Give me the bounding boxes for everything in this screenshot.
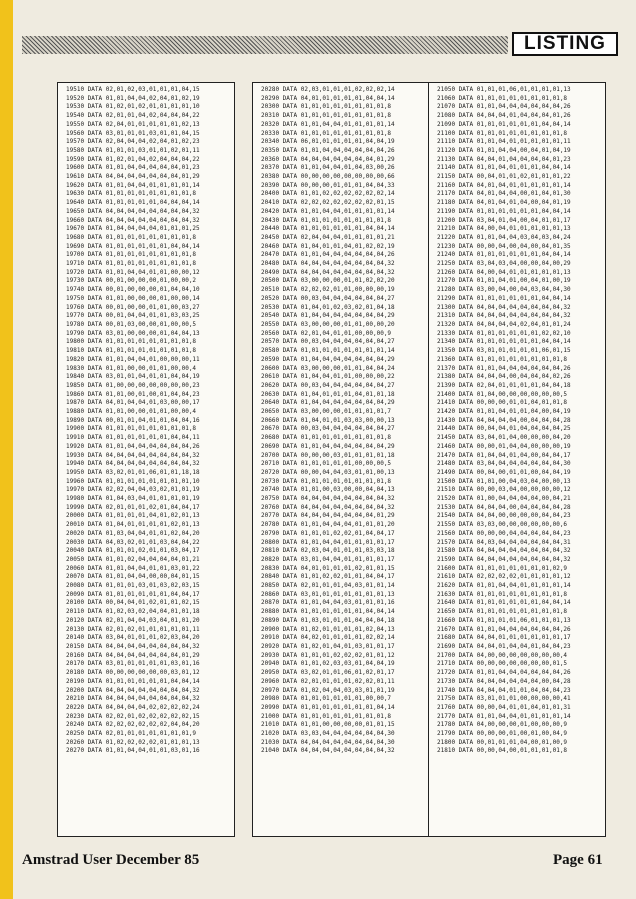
listing-line: 20860 DATA 03,01,01,01,01,01,01,01,13 (261, 590, 395, 598)
listing-line: 20340 DATA 06,01,01,01,01,01,04,04,19 (261, 138, 395, 146)
listing-line: 21190 DATA 01,01,01,01,01,01,04,04,14 (437, 207, 571, 215)
listing-line: 20190 DATA 01,01,01,01,01,01,04,04,14 (66, 677, 200, 685)
listing-line: 21760 DATA 00,00,04,01,01,04,01,01,31 (437, 703, 571, 711)
listing-line: 19570 DATA 02,04,04,04,02,04,01,02,23 (66, 138, 200, 146)
listing-line: 19820 DATA 01,01,04,04,01,00,00,00,11 (66, 355, 200, 363)
listing-column-3 (428, 82, 606, 837)
listing-line: 20850 DATA 02,01,01,01,04,03,01,01,14 (261, 582, 395, 590)
listing-line: 20780 DATA 01,01,04,04,04,01,01,01,20 (261, 521, 395, 529)
listing-line: 19720 DATA 01,01,04,04,01,01,00,00,12 (66, 268, 200, 276)
listing-line: 21640 DATA 01,01,01,01,01,01,04,04,14 (437, 599, 571, 607)
listing-line: 20730 DATA 01,01,01,01,01,01,01,01,8 (261, 477, 392, 485)
binder-edge (0, 0, 13, 899)
listing-line: 21570 DATA 04,03,04,04,04,04,04,04,31 (437, 538, 571, 546)
listing-line: 20160 DATA 04,04,04,04,04,04,04,01,29 (66, 651, 200, 659)
listing-line: 20480 DATA 04,04,04,04,04,04,04,04,32 (261, 260, 395, 268)
listing-line: 21180 DATA 04,01,04,01,04,00,04,01,19 (437, 199, 571, 207)
listing-line: 21330 DATA 01,01,01,01,01,01,02,02,10 (437, 329, 571, 337)
listing-line: 21620 DATA 01,01,04,04,01,01,01,01,14 (437, 582, 571, 590)
listing-line: 19620 DATA 01,01,04,04,01,01,01,01,14 (66, 181, 200, 189)
listing-line: 20710 DATA 01,01,01,01,01,00,00,00,5 (261, 460, 392, 468)
listing-line: 20350 DATA 01,01,04,04,04,04,04,04,26 (261, 146, 395, 154)
listing-line: 20050 DATA 01,01,02,04,04,04,04,01,21 (66, 555, 200, 563)
listing-line: 19560 DATA 03,01,01,01,03,01,01,04,15 (66, 129, 200, 137)
listing-line: 20700 DATA 00,00,00,03,01,01,01,01,18 (261, 451, 395, 459)
listing-line: 19780 DATA 00,01,03,00,00,01,00,00,5 (66, 320, 197, 328)
listing-line: 19910 DATA 01,01,01,01,01,01,04,04,11 (66, 434, 200, 442)
listing-line: 21010 DATA 01,01,00,00,00,00,01,01,15 (261, 721, 395, 729)
listing-line: 19710 DATA 01,01,01,01,01,01,01,01,8 (66, 260, 197, 268)
listing-line: 20330 DATA 01,01,01,01,01,01,01,01,8 (261, 129, 392, 137)
listing-line: 19850 DATA 01,00,00,00,00,00,00,00,23 (66, 381, 200, 389)
listing-line: 21560 DATA 00,00,00,04,04,04,04,04,23 (437, 529, 571, 537)
listing-lines-2 (261, 86, 429, 756)
listing-line: 20240 DATA 02,02,02,02,02,02,04,04,20 (66, 721, 200, 729)
listing-line: 20810 DATA 02,03,04,01,01,01,03,03,18 (261, 547, 395, 555)
listing-line: 21540 DATA 04,04,00,00,00,00,04,04,23 (437, 512, 571, 520)
listing-line: 19690 DATA 01,01,01,01,01,01,04,04,14 (66, 242, 200, 250)
listing-line: 20720 DATA 00,00,04,04,03,01,01,00,13 (261, 468, 395, 476)
listing-line: 21610 DATA 02,02,02,02,01,01,01,01,12 (437, 573, 571, 581)
listing-line: 20130 DATA 02,01,02,01,01,01,01,01,11 (66, 625, 200, 633)
header-hatch-bar (22, 36, 508, 54)
listing-line: 21210 DATA 04,00,04,01,01,01,01,01,13 (437, 225, 571, 233)
listing-line: 19880 DATA 01,01,00,00,01,01,00,00,4 (66, 408, 197, 416)
listing-line: 19640 DATA 01,01,01,01,01,04,04,04,14 (66, 199, 200, 207)
listing-line: 21080 DATA 04,04,04,01,04,04,04,01,26 (437, 112, 571, 120)
listing-line: 20580 DATA 01,01,01,01,01,01,01,01,14 (261, 347, 395, 355)
listing-line: 20790 DATA 01,01,01,02,02,01,04,04,17 (261, 529, 395, 537)
listing-line: 19940 DATA 04,04,04,04,04,04,04,04,32 (66, 460, 200, 468)
listing-line: 20930 DATA 01,01,01,02,02,02,01,01,12 (261, 651, 395, 659)
listing-line: 20500 DATA 03,00,00,00,01,01,02,02,20 (261, 277, 395, 285)
listing-line: 20470 DATA 01,01,04,04,04,04,04,04,26 (261, 251, 395, 259)
listing-line: 21780 DATA 04,00,00,00,01,00,00,00,9 (437, 721, 568, 729)
listing-line: 21460 DATA 00,00,01,04,04,00,00,00,19 (437, 442, 571, 450)
listing-line: 20800 DATA 01,01,04,04,01,01,01,01,17 (261, 538, 395, 546)
listing-line: 20820 DATA 03,01,04,04,01,01,01,01,17 (261, 555, 395, 563)
listing-line: 20650 DATA 03,00,00,00,01,01,01,01,7 (261, 408, 392, 416)
listing-line: 20120 DATA 02,01,04,04,03,04,01,01,20 (66, 616, 200, 624)
listing-line: 21600 DATA 01,01,01,01,01,01,01,02,9 (437, 564, 568, 572)
listing-line: 21200 DATA 03,04,01,04,00,04,01,01,17 (437, 216, 571, 224)
listing-line: 20570 DATA 00,03,04,04,04,04,04,04,27 (261, 338, 395, 346)
listing-line: 20020 DATA 01,03,04,04,01,01,02,04,20 (66, 529, 200, 537)
listing-line: 20740 DATA 01,01,00,03,00,00,04,04,13 (261, 486, 395, 494)
listing-line: 19750 DATA 01,01,00,00,00,01,00,00,14 (66, 294, 200, 302)
listing-line: 20770 DATA 04,04,04,04,04,04,04,01,29 (261, 512, 395, 520)
listing-line: 21700 DATA 04,00,00,00,00,00,00,00,4 (437, 651, 568, 659)
listing-line: 21360 DATA 01,01,01,01,01,01,01,01,8 (437, 355, 568, 363)
listing-line: 20890 DATA 01,03,01,01,01,04,04,04,18 (261, 616, 395, 624)
listing-line: 20940 DATA 01,01,02,03,03,01,04,04,19 (261, 660, 395, 668)
listing-line: 21790 DATA 00,00,00,01,00,01,00,04,9 (437, 730, 568, 738)
listing-line: 20170 DATA 03,01,01,01,01,01,03,01,16 (66, 660, 200, 668)
listing-line: 21690 DATA 04,04,01,04,04,01,04,04,23 (437, 643, 571, 650)
listing-line: 19650 DATA 04,04,04,04,04,04,04,04,32 (66, 207, 200, 215)
listing-line: 21420 DATA 01,01,04,01,01,04,00,04,19 (437, 408, 571, 416)
listing-line: 19870 DATA 04,01,04,04,01,03,00,00,17 (66, 399, 200, 407)
listing-line: 21440 DATA 00,04,04,01,04,04,04,04,25 (437, 425, 571, 433)
listing-line: 21590 DATA 04,04,04,04,04,04,04,04,32 (437, 555, 571, 563)
listing-line: 20900 DATA 01,02,01,01,01,01,02,04,13 (261, 625, 395, 633)
listing-line: 20680 DATA 01,01,01,01,01,01,01,01,8 (261, 434, 392, 442)
listing-lines-1 (66, 86, 234, 756)
listing-line: 20210 DATA 04,04,04,04,04,04,04,04,32 (66, 695, 200, 703)
listing-line: 21470 DATA 01,04,04,01,04,00,04,04,17 (437, 451, 571, 459)
listing-line: 21070 DATA 01,01,04,04,04,04,04,04,26 (437, 103, 571, 111)
listing-line: 19700 DATA 01,01,01,01,01,01,01,01,8 (66, 251, 197, 259)
listing-line: 20220 DATA 04,04,04,04,02,02,02,02,24 (66, 703, 200, 711)
listing-line: 21720 DATA 01,01,04,04,04,04,04,04,26 (437, 669, 571, 677)
listing-line: 21110 DATA 01,01,04,01,01,01,01,01,11 (437, 138, 571, 146)
listing-line: 21410 DATA 00,00,00,01,01,04,01,01,8 (437, 399, 568, 407)
listing-line: 20140 DATA 03,04,01,01,01,02,03,04,20 (66, 634, 200, 642)
listing-line: 21100 DATA 01,01,01,01,01,01,01,01,8 (437, 129, 568, 137)
listing-line: 21740 DATA 04,04,04,01,01,04,04,04,23 (437, 686, 571, 694)
listing-line: 20300 DATA 01,01,01,01,01,01,01,01,8 (261, 103, 392, 111)
listing-line: 19930 DATA 04,04,04,04,04,04,04,04,32 (66, 451, 200, 459)
listing-line: 20110 DATA 01,02,03,02,04,04,01,01,18 (66, 608, 200, 616)
listing-line: 20410 DATA 02,02,02,02,02,02,02,01,15 (261, 199, 395, 207)
listing-line: 21130 DATA 04,04,01,04,04,04,04,01,23 (437, 155, 571, 163)
listing-line: 20600 DATA 03,00,00,00,01,01,04,04,24 (261, 364, 395, 372)
listing-line: 21160 DATA 04,01,04,01,01,01,01,01,14 (437, 181, 571, 189)
listing-line: 21450 DATA 03,04,01,04,00,00,00,04,20 (437, 434, 571, 442)
listing-line: 19520 DATA 01,01,04,04,02,04,01,02,19 (66, 94, 200, 102)
listing-line: 20310 DATA 01,01,01,01,01,01,01,01,8 (261, 112, 392, 120)
listing-line: 20270 DATA 01,01,04,04,01,01,03,01,16 (66, 747, 200, 755)
listing-line: 19970 DATA 02,02,04,04,03,02,01,01,19 (66, 486, 200, 494)
listing-line: 21650 DATA 01,01,01,01,01,01,01,01,8 (437, 608, 568, 616)
listing-line: 20040 DATA 01,01,01,02,01,01,03,04,17 (66, 547, 200, 555)
listing-line: 21430 DATA 04,04,04,04,00,04,04,04,28 (437, 416, 571, 424)
listing-line: 21140 DATA 01,01,04,01,01,01,04,04,14 (437, 164, 571, 172)
listing-line: 20980 DATA 01,01,01,01,01,01,00,00,7 (261, 695, 392, 703)
listing-line: 20180 DATA 00,00,00,00,00,00,03,01,12 (66, 669, 200, 677)
listing-line: 21580 DATA 04,04,04,04,04,04,04,04,32 (437, 547, 571, 555)
listing-line: 20430 DATA 01,01,01,01,01,01,01,01,8 (261, 216, 392, 224)
listing-line: 19840 DATA 03,01,01,04,01,01,04,04,19 (66, 373, 200, 381)
listing-line: 20950 DATA 03,02,01,01,06,01,02,01,17 (261, 669, 395, 677)
footer-page-number: Page 61 (553, 852, 603, 868)
listing-line: 20630 DATA 01,04,01,01,01,04,01,01,18 (261, 390, 395, 398)
listing-line: 21750 DATA 03,01,01,01,00,00,00,00,41 (437, 695, 571, 703)
listing-line: 20200 DATA 04,04,04,04,04,04,04,04,32 (66, 686, 200, 694)
listing-column-2 (252, 82, 430, 837)
footer-publication: Amstrad User December 85 (22, 852, 200, 868)
listing-line: 21280 DATA 03,00,04,00,04,03,04,04,30 (437, 286, 571, 294)
listing-line: 20830 DATA 04,01,01,01,01,02,01,01,15 (261, 564, 395, 572)
listing-line: 20970 DATA 01,02,04,04,03,03,01,01,19 (261, 686, 395, 694)
listing-line: 19630 DATA 01,01,01,01,01,01,01,01,8 (66, 190, 197, 198)
listing-line: 21170 DATA 04,01,04,04,00,01,04,01,30 (437, 190, 571, 198)
listing-line: 21500 DATA 01,01,00,04,03,04,00,00,13 (437, 477, 571, 485)
listing-line: 20390 DATA 00,00,00,01,01,01,04,04,33 (261, 181, 395, 189)
listing-line: 20590 DATA 01,04,04,04,04,04,04,04,29 (261, 355, 395, 363)
listing-line: 19580 DATA 01,01,01,03,01,01,02,01,11 (66, 146, 200, 154)
listing-line: 21150 DATA 00,04,01,01,02,01,01,01,22 (437, 173, 571, 181)
listing-line: 20490 DATA 04,04,04,04,04,04,04,04,32 (261, 268, 395, 276)
listing-line: 21810 DATA 00,00,04,00,01,01,01,01,8 (437, 747, 568, 755)
listing-line: 21510 DATA 00,00,03,04,00,00,00,00,12 (437, 486, 571, 494)
listing-line: 20550 DATA 03,00,00,00,01,01,00,00,20 (261, 320, 395, 328)
listing-line: 19830 DATA 01,01,00,00,01,01,00,00,4 (66, 364, 197, 372)
listing-line: 21630 DATA 01,01,01,01,01,01,01,01,8 (437, 590, 568, 598)
listing-line: 19890 DATA 00,01,01,04,01,01,04,04,16 (66, 416, 200, 424)
listing-line: 21300 DATA 04,04,04,04,04,04,04,04,32 (437, 303, 571, 311)
listing-line: 19960 DATA 01,01,01,01,01,01,01,01,10 (66, 477, 200, 485)
listing-line: 20840 DATA 01,01,02,02,01,01,04,04,17 (261, 573, 395, 581)
listing-line: 20010 DATA 01,04,01,01,01,01,02,01,13 (66, 521, 200, 529)
listing-line: 20530 DATA 01,04,01,02,03,02,01,04,18 (261, 303, 395, 311)
listing-line: 21290 DATA 01,01,01,01,01,01,04,04,14 (437, 294, 571, 302)
listing-line: 20920 DATA 01,02,01,04,01,03,01,01,17 (261, 643, 395, 650)
listing-line: 21680 DATA 04,04,01,01,01,01,01,01,17 (437, 634, 571, 642)
listing-line: 20560 DATA 02,01,04,01,01,00,00,00,9 (261, 329, 392, 337)
listing-line: 21030 DATA 04,04,04,04,04,04,04,04,30 (261, 738, 395, 746)
listing-line: 19990 DATA 02,01,01,01,02,01,04,04,17 (66, 503, 200, 511)
listing-line: 21480 DATA 03,04,04,04,04,04,04,04,30 (437, 460, 571, 468)
listing-line: 20420 DATA 01,01,04,04,01,01,01,01,14 (261, 207, 395, 215)
listing-line: 19980 DATA 01,04,03,04,01,01,01,01,19 (66, 495, 200, 503)
listing-line: 20250 DATA 02,01,01,01,01,01,01,01,9 (66, 730, 197, 738)
listing-line: 19680 DATA 01,01,01,01,01,01,01,01,8 (66, 233, 197, 241)
listing-line: 20150 DATA 04,04,04,04,04,04,04,04,32 (66, 643, 200, 650)
listing-line: 21310 DATA 04,04,04,04,04,04,04,04,32 (437, 312, 571, 320)
listing-line: 19740 DATA 00,01,00,00,00,01,04,04,10 (66, 286, 200, 294)
listing-line: 21230 DATA 00,00,04,00,04,00,04,01,35 (437, 242, 571, 250)
listing-line: 20100 DATA 00,04,04,01,02,01,01,02,15 (66, 599, 200, 607)
listing-line: 19730 DATA 00,01,00,00,00,01,00,00,2 (66, 277, 197, 285)
listing-line: 19590 DATA 01,02,01,04,02,04,04,04,22 (66, 155, 200, 163)
listing-line: 20290 DATA 04,01,01,01,01,01,04,04,14 (261, 94, 395, 102)
listing-line: 19770 DATA 00,01,04,04,01,01,03,03,25 (66, 312, 200, 320)
listing-line: 20230 DATA 02,02,01,02,02,02,02,02,15 (66, 712, 200, 720)
listing-line: 20400 DATA 01,01,02,02,02,02,02,02,14 (261, 190, 395, 198)
listing-line: 19550 DATA 02,04,01,01,01,01,01,02,13 (66, 120, 200, 128)
listing-lines-3 (437, 86, 605, 756)
listing-line: 21660 DATA 01,01,01,01,06,01,01,01,13 (437, 616, 571, 624)
listing-line: 21260 DATA 04,00,04,01,01,01,01,01,13 (437, 268, 571, 276)
listing-line: 20870 DATA 01,01,04,04,03,01,01,01,16 (261, 599, 395, 607)
listing-line: 19800 DATA 01,01,01,01,01,01,01,01,8 (66, 338, 197, 346)
listing-line: 19510 DATA 02,01,02,03,01,01,01,04,15 (66, 86, 200, 93)
listing-line: 21270 DATA 01,01,04,01,00,04,01,00,19 (437, 277, 571, 285)
listing-line: 19600 DATA 01,01,04,04,04,04,04,01,23 (66, 164, 200, 172)
listing-line: 21370 DATA 01,01,04,04,04,04,04,04,26 (437, 364, 571, 372)
listing-line: 20610 DATA 01,04,04,01,01,00,00,00,22 (261, 373, 395, 381)
listing-line: 19950 DATA 03,02,01,01,06,01,01,18,18 (66, 468, 200, 476)
listing-line: 21490 DATA 00,04,00,01,01,00,04,04,19 (437, 468, 571, 476)
listing-line: 21550 DATA 03,03,00,00,00,00,00,00,6 (437, 521, 568, 529)
listing-line: 20620 DATA 00,03,04,04,04,04,04,04,27 (261, 381, 395, 389)
listing-line: 20030 DATA 04,03,02,01,01,03,04,04,22 (66, 538, 200, 546)
listing-line: 20660 DATA 01,04,01,01,03,03,00,00,13 (261, 416, 395, 424)
listing-line: 20440 DATA 01,01,01,01,01,01,04,04,14 (261, 225, 395, 233)
listing-line: 21380 DATA 04,04,04,00,04,04,04,02,26 (437, 373, 571, 381)
listing-line: 21340 DATA 01,01,01,01,01,01,04,04,14 (437, 338, 571, 346)
listing-line: 20090 DATA 01,01,01,01,01,01,04,04,17 (66, 590, 200, 598)
listing-line: 19540 DATA 02,01,01,04,02,04,04,04,22 (66, 112, 200, 120)
listing-line: 21530 DATA 04,04,04,00,04,04,04,04,28 (437, 503, 571, 511)
listing-line: 19860 DATA 01,01,00,01,00,01,04,04,23 (66, 390, 200, 398)
listing-line: 21050 DATA 01,01,01,06,01,01,01,01,13 (437, 86, 571, 93)
listing-line: 20380 DATA 00,00,00,00,00,00,00,00,66 (261, 173, 395, 181)
listing-line: 19760 DATA 00,01,00,00,01,01,00,03,27 (66, 303, 200, 311)
listing-line: 21240 DATA 01,01,01,01,01,01,04,04,14 (437, 251, 571, 259)
listing-line: 20370 DATA 01,01,04,04,01,04,03,00,26 (261, 164, 395, 172)
listing-line: 21000 DATA 01,01,01,01,01,01,01,01,8 (261, 712, 392, 720)
listing-line: 21800 DATA 00,01,01,01,04,00,01,00,9 (437, 738, 568, 746)
listing-line: 21390 DATA 02,04,01,01,01,01,04,04,18 (437, 381, 571, 389)
listing-line: 20750 DATA 04,04,04,04,04,04,04,04,32 (261, 495, 395, 503)
listing-line: 20760 DATA 04,04,04,04,04,04,04,04,32 (261, 503, 395, 511)
section-label: LISTING (512, 32, 618, 56)
listing-line: 21060 DATA 01,01,01,01,01,01,01,01,8 (437, 94, 568, 102)
listing-line: 20460 DATA 01,04,01,01,04,01,02,02,19 (261, 242, 395, 250)
listing-line: 21320 DATA 04,04,04,04,02,04,01,01,24 (437, 320, 571, 328)
listing-line: 21040 DATA 04,04,04,04,04,04,04,04,32 (261, 747, 395, 755)
listing-line: 19920 DATA 01,01,04,04,04,04,04,04,26 (66, 442, 200, 450)
listing-line: 19810 DATA 01,01,01,01,01,01,01,01,8 (66, 347, 197, 355)
listing-line: 20070 DATA 01,01,04,04,00,00,04,01,15 (66, 573, 200, 581)
listing-line: 21520 DATA 01,00,04,04,04,04,00,04,21 (437, 495, 571, 503)
listing-line: 19660 DATA 04,04,04,04,04,04,04,04,32 (66, 216, 200, 224)
listing-line: 19610 DATA 04,04,04,04,04,04,04,01,29 (66, 173, 200, 181)
listing-line: 21250 DATA 03,04,03,04,00,00,04,00,29 (437, 260, 571, 268)
listing-line: 20990 DATA 01,01,01,01,01,01,01,04,14 (261, 703, 395, 711)
listing-line: 20320 DATA 01,01,04,04,01,01,01,01,14 (261, 120, 395, 128)
listing-line: 20360 DATA 04,04,04,04,04,04,04,01,29 (261, 155, 395, 163)
listing-line: 21120 DATA 01,01,04,04,00,04,01,04,19 (437, 146, 571, 154)
listing-line: 20260 DATA 01,02,02,02,02,01,01,01,13 (66, 738, 200, 746)
listing-line: 21730 DATA 04,04,04,04,04,04,00,04,28 (437, 677, 571, 685)
listing-line: 21220 DATA 01,01,04,04,03,04,03,04,24 (437, 233, 571, 241)
listing-line: 19790 DATA 03,01,00,00,00,01,04,04,13 (66, 329, 200, 337)
listing-line: 19670 DATA 01,04,04,04,04,01,01,01,25 (66, 225, 200, 233)
listing-line: 19900 DATA 01,01,01,01,01,01,01,01,8 (66, 425, 197, 433)
listing-line: 20960 DATA 02,01,01,01,01,02,02,01,11 (261, 677, 395, 685)
listing-line: 21710 DATA 00,00,00,00,00,00,00,01,5 (437, 660, 568, 668)
listing-line: 20060 DATA 01,01,04,04,01,01,03,01,22 (66, 564, 200, 572)
listing-line: 21020 DATA 03,03,04,04,04,04,04,04,30 (261, 730, 395, 738)
listing-line: 19530 DATA 01,02,01,02,01,01,01,01,10 (66, 103, 200, 111)
listing-line: 20690 DATA 01,01,04,04,04,04,04,04,29 (261, 442, 395, 450)
listing-line: 20640 DATA 01,04,04,04,04,04,04,04,29 (261, 399, 395, 407)
listing-line: 21670 DATA 01,01,04,04,04,04,04,04,26 (437, 625, 571, 633)
listing-line: 20080 DATA 01,01,01,03,01,03,02,03,15 (66, 582, 200, 590)
listing-line: 21400 DATA 01,04,00,00,00,00,00,00,5 (437, 390, 568, 398)
listing-line: 21090 DATA 01,01,01,01,01,01,04,04,14 (437, 120, 571, 128)
listing-line: 20000 DATA 01,01,01,01,04,01,02,01,13 (66, 512, 200, 520)
listing-line: 20910 DATA 04,02,01,01,01,01,02,02,14 (261, 634, 395, 642)
listing-line: 20450 DATA 02,04,04,04,01,01,01,01,21 (261, 233, 395, 241)
listing-line: 20670 DATA 00,03,04,04,04,04,04,04,27 (261, 425, 395, 433)
listing-line: 20520 DATA 00,03,04,04,04,04,04,04,27 (261, 294, 395, 302)
listing-line: 20540 DATA 01,04,04,04,04,04,04,04,29 (261, 312, 395, 320)
listing-line: 21770 DATA 01,01,04,04,01,01,01,01,14 (437, 712, 571, 720)
listing-line: 21350 DATA 03,01,01,01,01,01,06,01,15 (437, 347, 571, 355)
listing-line: 20510 DATA 02,02,02,01,01,00,00,00,19 (261, 286, 395, 294)
listing-line: 20880 DATA 01,01,01,01,01,01,04,04,14 (261, 608, 395, 616)
listing-line: 20280 DATA 02,03,01,01,01,02,02,02,14 (261, 86, 395, 93)
listing-column-1 (57, 82, 235, 837)
